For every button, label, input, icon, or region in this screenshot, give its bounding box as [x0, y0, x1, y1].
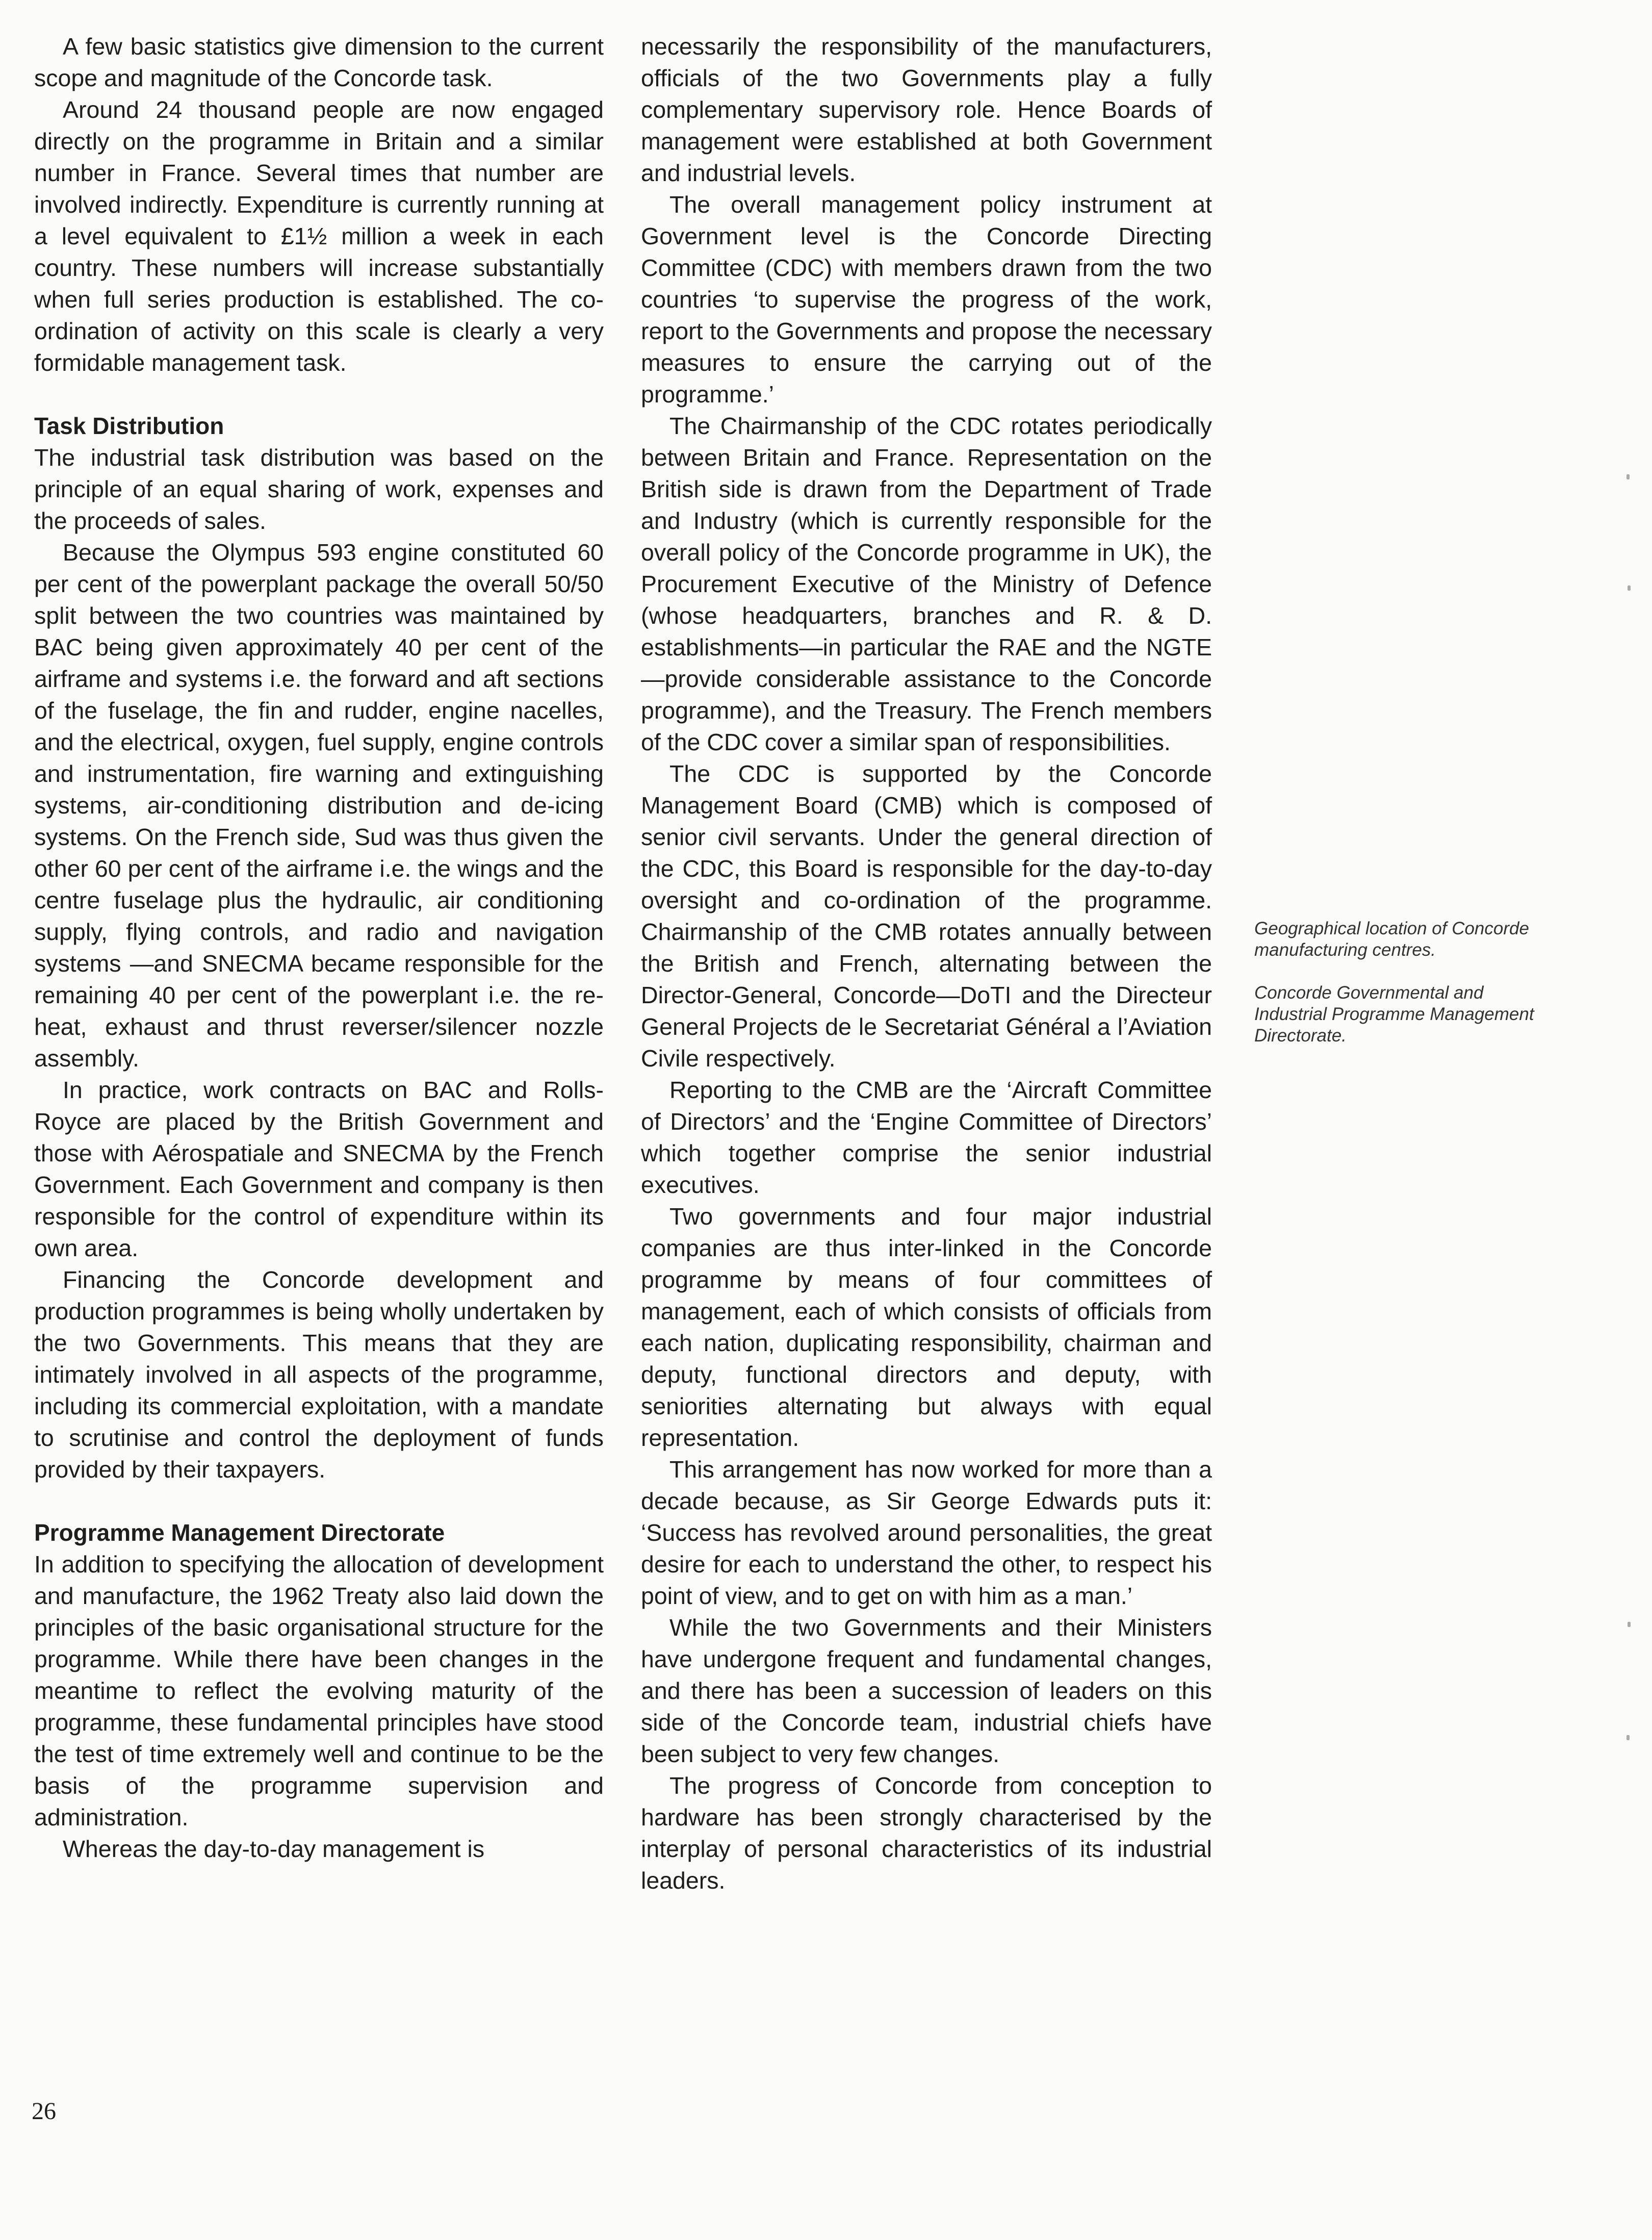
body-paragraph: necessarily the responsibility of the manufacturers, officials of the two Governments play a fully complementary supervisory role. Hence Boards of management were established at both Government and industrial levels.: [641, 33, 1212, 186]
body-paragraph: The overall management policy instrument at Government level is the Concorde Directing Committee (CDC) with members drawn from the two countries ‘to supervise the progress of the work, report to the Governments and propose the necessary measures to ensure the carrying out of the programme.’: [641, 191, 1212, 408]
scan-speck: [1628, 1622, 1631, 1627]
scan-speck: [1628, 586, 1631, 591]
scan-speck: [1627, 1735, 1630, 1740]
body-paragraph: The industrial task distribution was based on the principle of an equal sharing of work, expenses and the proceeds of sales.: [34, 444, 604, 534]
section-heading-task-distribution: Task Distribution: [34, 413, 224, 439]
body-paragraph: Whereas the day-to-day management is: [63, 1836, 485, 1862]
body-paragraph: Financing the Concorde development and production programmes is being wholly undertaken by the two Governments. This means that they are intimately involved in all aspects of the programme, including its commercial exploitation, with a mandate to scrutinise and control the deployment of funds provided by their taxpayers.: [34, 1266, 604, 1483]
figure-captions: [1254, 918, 1540, 1068]
body-paragraph: The Chairmanship of the CDC rotates periodically between Britain and France. Representation on the British side is drawn from the Department of Trade and Industry (which is currently responsible for the overall policy of the Concorde programme in UK), the Procurement Executive of the Ministry of Defence (whose headquarters, branches and R. & D. establishments—in particular the RAE and the NGTE—provide considerable assistance to the Concorde programme), and the Treasury. The French members of the CDC cover a similar span of responsibilities.: [641, 413, 1212, 755]
body-paragraph: In practice, work contracts on BAC and Rolls-Royce are placed by the British Government and those with Aérospatiale and SNECMA by the French Government. Each Government and company is then responsible for the control of expenditure within its own area.: [34, 1077, 604, 1261]
left-column: [34, 31, 604, 1865]
intro-paragraph: Around 24 thousand people are now engaged directly on the programme in Britain and a similar number in France. Several times that number are involved indirectly. Expenditure is currently running at a level equivalent to £1½ million a week in each country. These numbers will increase substantially when full series production is established. The co-ordination of activity on this scale is clearly a very formidable management task.: [34, 96, 604, 376]
caption-management-directorate: Concorde Governmental and Industrial Programme Management Directorate.: [1254, 983, 1534, 1046]
page-number: 26: [32, 2098, 56, 2125]
body-paragraph: The CDC is supported by the Concorde Management Board (CMB) which is composed of senior civil servants. Under the general direction of the CDC, this Board is responsible for the day-to-day oversight and co-ordination of the programme. Chairmanship of the CMB rotates annually between the British and French, alternating between the Director-General, Concorde—DoTI and the Directeur General Projects de le Secretariat Général a l’Aviation Civile respectively.: [641, 760, 1212, 1072]
body-paragraph: In addition to specifying the allocation of development and manufacture, the 1962 Treaty also laid down the principles of the basic organisational structure for the programme. While there have been changes in the meantime to reflect the evolving maturity of the programme, these fundamental principles have stood the test of time extremely well and continue to be the basis of the programme supervision and administration.: [34, 1551, 604, 1830]
body-paragraph: Two governments and four major industrial companies are thus inter-linked in the Concorde programme by means of four committees of management, each of which consists of officials from each nation, duplicating responsibility, chairman and deputy, functional directors and deputy, with seniorities alternating but always with equal representation.: [641, 1203, 1212, 1451]
body-paragraph: The progress of Concorde from conception to hardware has been strongly characterised by the interplay of personal characteristics of its industrial leaders.: [641, 1772, 1212, 1894]
intro-paragraph: A few basic statistics give dimension to the current scope and magnitude of the Concorde task.: [34, 33, 604, 91]
body-paragraph: While the two Governments and their Ministers have undergone frequent and fundamental changes, and there has been a succession of leaders on this side of the Concorde team, industrial chiefs have been subject to very few changes.: [641, 1614, 1212, 1767]
body-paragraph: Reporting to the CMB are the ‘Aircraft Committee of Directors’ and the ‘Engine Committee of Directors’ which together comprise the senior industrial executives.: [641, 1077, 1212, 1198]
section-heading-programme-management: Programme Management Directorate: [34, 1519, 445, 1546]
body-paragraph: Because the Olympus 593 engine constituted 60 per cent of the powerplant package the overall 50/50 split between the two countries was maintained by BAC being given approximately 40 per cent of the airframe and systems i.e. the forward and aft sections of the fuselage, the fin and rudder, engine nacelles, and the electrical, oxygen, fuel supply, engine controls and instrumentation, fire warning and extinguishing systems, air-conditioning distribution and de-icing systems. On the French side, Sud was thus given the other 60 per cent of the airframe i.e. the wings and the centre fuselage plus the hydraulic, air conditioning supply, flying controls, and radio and navigation systems —and SNECMA became responsible for the remaining 40 per cent of the powerplant i.e. the re-heat, exhaust and thrust reverser/silencer nozzle assembly.: [34, 539, 604, 1072]
caption-location-map: Geographical location of Concorde manufacturing centres.: [1254, 919, 1529, 960]
middle-column: [641, 31, 1212, 1896]
scan-speck: [1627, 474, 1630, 479]
body-paragraph: This arrangement has now worked for more than a decade because, as Sir George Edwards puts it: ‘Success has revolved around personalities, the great desire for each to understand the other, to respect his point of view, and to get on with him as a man.’: [641, 1456, 1212, 1609]
